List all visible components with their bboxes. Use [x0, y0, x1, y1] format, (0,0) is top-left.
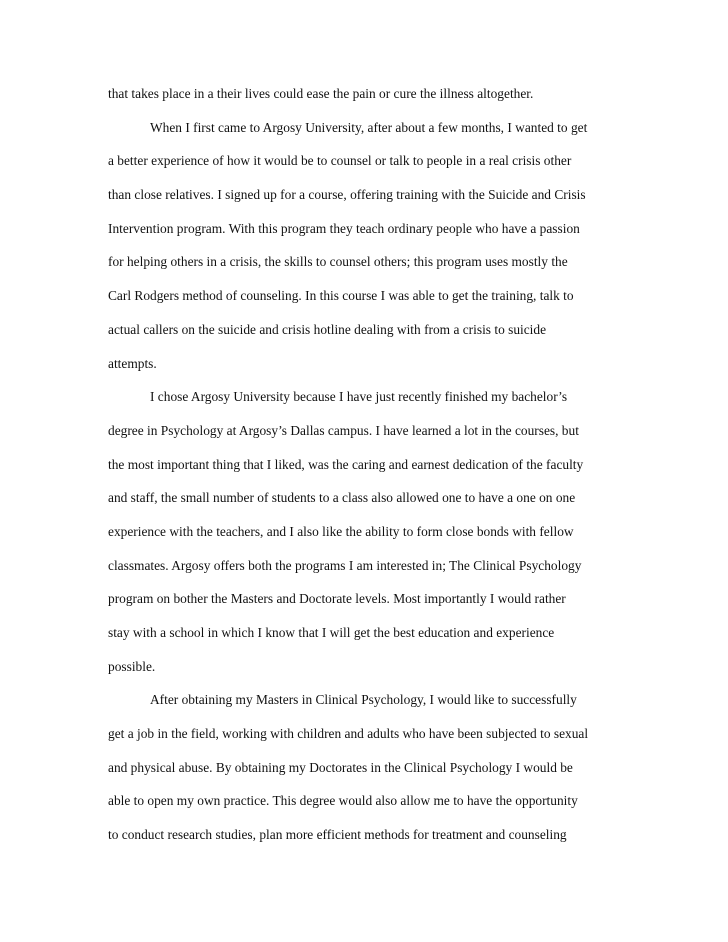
text-line: Carl Rodgers method of counseling. In this course I was able to get the training, talk to — [108, 288, 574, 304]
essay-body — [108, 81, 628, 856]
text-line: to conduct research studies, plan more efficient methods for treatment and counseling — [108, 827, 567, 843]
text-line: able to open my own practice. This degree would also allow me to have the opportunity — [108, 793, 578, 809]
text-line: get a job in the field, working with children and adults who have been subjected to sexual — [108, 726, 589, 742]
text-line: that takes place in a their lives could ease the pain or cure the illness altogether. — [108, 86, 534, 101]
text-line: experience with the teachers, and I also like the ability to form close bonds with fellow — [108, 523, 574, 539]
text-line: a better experience of how it would be to counsel or talk to people in a real crisis other — [108, 153, 572, 169]
text-line: program on bother the Masters and Doctorate levels. Most importantly I would rather — [108, 591, 566, 607]
text-line: than close relatives. I signed up for a course, offering training with the Suicide and Crisis — [108, 187, 586, 203]
text-line: After obtaining my Masters in Clinical Psychology, I would like to successfully — [150, 692, 577, 708]
text-line: the most important thing that I liked, was the caring and earnest dedication of the faculty — [108, 456, 584, 472]
text-line: and staff, the small number of students to a class also allowed one to have a one on one — [108, 490, 576, 506]
text-line: stay with a school in which I know that I will get the best education and experience — [108, 625, 555, 640]
text-line: classmates. Argosy offers both the programs I am interested in; The Clinical Psychology — [108, 557, 582, 573]
text-line: I chose Argosy University because I have just recently finished my bachelor’s — [150, 389, 568, 405]
text-line: When I first came to Argosy University, after about a few months, I wanted to get — [150, 119, 588, 135]
text-line: degree in Psychology at Argosy’s Dallas campus. I have learned a lot in the courses, but — [108, 422, 579, 438]
text-line: for helping others in a crisis, the skills to counsel others; this program uses mostly the — [108, 254, 568, 270]
text-line: Intervention program. With this program they teach ordinary people who have a passion — [108, 220, 580, 236]
text-line: attempts. — [108, 355, 157, 371]
text-line: and physical abuse. By obtaining my Doctorates in the Clinical Psychology I would be — [108, 759, 573, 775]
text-line: actual callers on the suicide and crisis hotline dealing with from a crisis to suicide — [108, 321, 547, 337]
text-line: possible. — [108, 658, 156, 674]
